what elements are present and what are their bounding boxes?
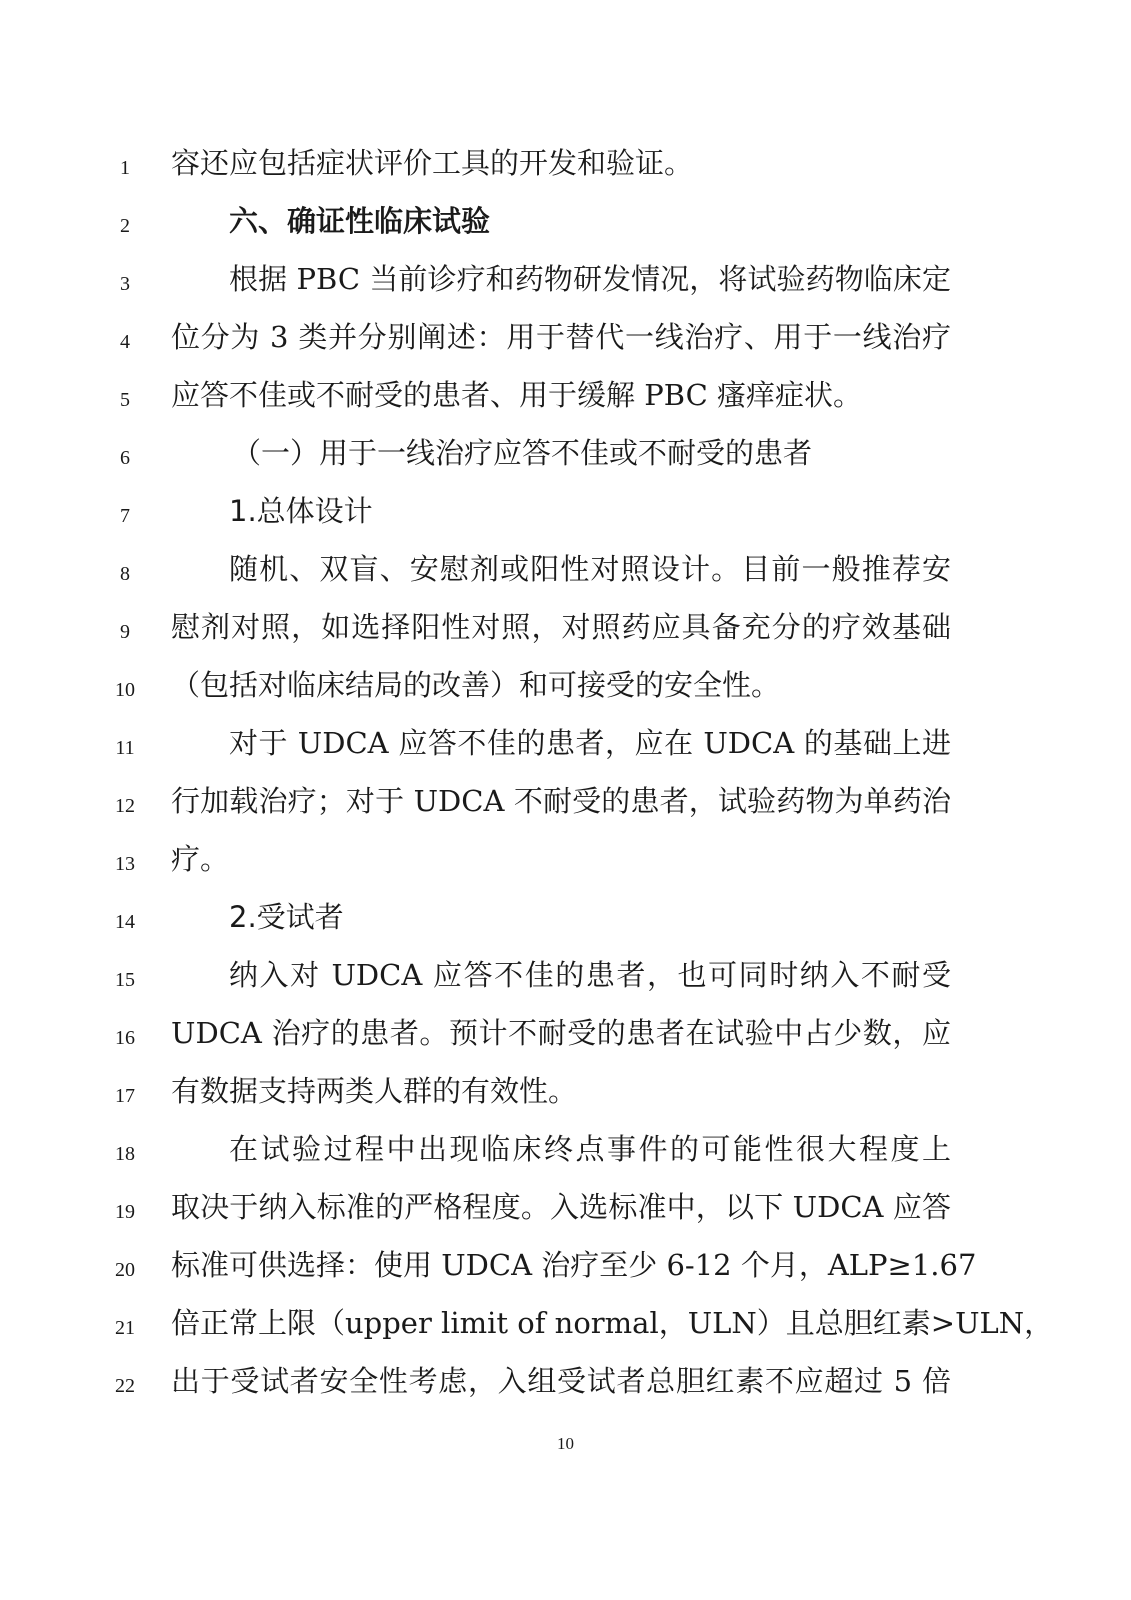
line-number: 14: [115, 911, 135, 933]
line-number: 22: [115, 1375, 135, 1397]
text-line: [0, 253, 1131, 311]
text-line: [0, 1239, 1131, 1297]
line-number: 10: [115, 679, 135, 701]
line-text: 行加载治疗；对于 UDCA 不耐受的患者，试验药物为单药治: [171, 784, 951, 818]
line-number: 13: [115, 853, 135, 875]
line-number: 6: [120, 447, 130, 469]
text-line: [0, 137, 1131, 195]
line-text: 取决于纳入标准的严格程度。入选标准中，以下 UDCA 应答: [171, 1190, 951, 1224]
line-text: 倍正常上限（upper limit of normal，ULN）且总胆红素>ULN，: [171, 1306, 1054, 1340]
line-text: 有数据支持两类人群的有效性。: [171, 1074, 578, 1108]
text-line: [0, 1181, 1131, 1239]
line-number: 3: [120, 273, 130, 295]
line-number: 9: [120, 621, 130, 643]
line-text: 应答不佳或不耐受的患者、用于缓解 PBC 瘙痒症状。: [171, 378, 862, 412]
line-number: 8: [120, 563, 130, 585]
text-line: [0, 543, 1131, 601]
text-line: [0, 1297, 1131, 1355]
subsection-heading: [0, 427, 1131, 485]
text-line: [0, 311, 1131, 369]
line-number: 17: [115, 1085, 135, 1107]
line-number: 15: [115, 969, 135, 991]
subheading: [0, 891, 1131, 949]
line-text: 对于 UDCA 应答不佳的患者，应在 UDCA 的基础上进: [229, 726, 951, 760]
line-text: 疗。: [171, 842, 230, 876]
subheading: [0, 485, 1131, 543]
line-number: 19: [115, 1201, 135, 1223]
line-text: 随机、双盲、安慰剂或阳性对照设计。目前一般推荐安: [229, 552, 951, 586]
line-number: 11: [115, 737, 135, 759]
text-line: [0, 601, 1131, 659]
line-number: 7: [120, 505, 130, 527]
text-line: [0, 717, 1131, 775]
line-text: 在试验过程中出现临床终点事件的可能性很大程度上: [229, 1132, 951, 1166]
line-number: 1: [120, 157, 130, 179]
line-text: 出于受试者安全性考虑，入组受试者总胆红素不应超过 5 倍: [171, 1364, 951, 1398]
text-line: [0, 369, 1131, 427]
line-number: 5: [120, 389, 130, 411]
line-number: 12: [115, 795, 135, 817]
line-text: 根据 PBC 当前诊疗和药物研发情况，将试验药物临床定: [229, 262, 951, 296]
text-line: [0, 1065, 1131, 1123]
line-text: 1.总体设计: [229, 494, 373, 528]
text-line: [0, 659, 1131, 717]
line-text: 容还应包括症状评价工具的开发和验证。: [171, 146, 694, 180]
section-heading: [0, 195, 1131, 253]
line-number: 4: [120, 331, 130, 353]
line-text: 2.受试者: [229, 900, 344, 934]
line-number: 21: [115, 1317, 135, 1339]
line-text: 标准可供选择：使用 UDCA 治疗至少 6-12 个月，ALP≥1.67: [171, 1248, 977, 1282]
line-text: （包括对临床结局的改善）和可接受的安全性。: [171, 668, 781, 702]
text-line: [0, 1007, 1131, 1065]
text-line: [0, 775, 1131, 833]
text-line: [0, 1355, 1131, 1413]
line-text: 纳入对 UDCA 应答不佳的患者，也可同时纳入不耐受: [229, 958, 951, 992]
text-line: [0, 833, 1131, 891]
line-number: 18: [115, 1143, 135, 1165]
line-number: 20: [115, 1259, 135, 1281]
line-number: 16: [115, 1027, 135, 1049]
line-text: 慰剂对照，如选择阳性对照，对照药应具备充分的疗效基础: [171, 610, 951, 644]
line-text: UDCA 治疗的患者。预计不耐受的患者在试验中占少数，应: [171, 1016, 951, 1050]
line-number: 2: [120, 215, 130, 237]
text-line: [0, 949, 1131, 1007]
line-text: 位分为 3 类并分别阐述：用于替代一线治疗、用于一线治疗: [171, 320, 951, 354]
line-text: 六、确证性临床试验: [229, 204, 491, 238]
text-line: [0, 1123, 1131, 1181]
page-number: 10: [557, 1434, 574, 1453]
line-text: （一）用于一线治疗应答不佳或不耐受的患者: [232, 436, 813, 470]
